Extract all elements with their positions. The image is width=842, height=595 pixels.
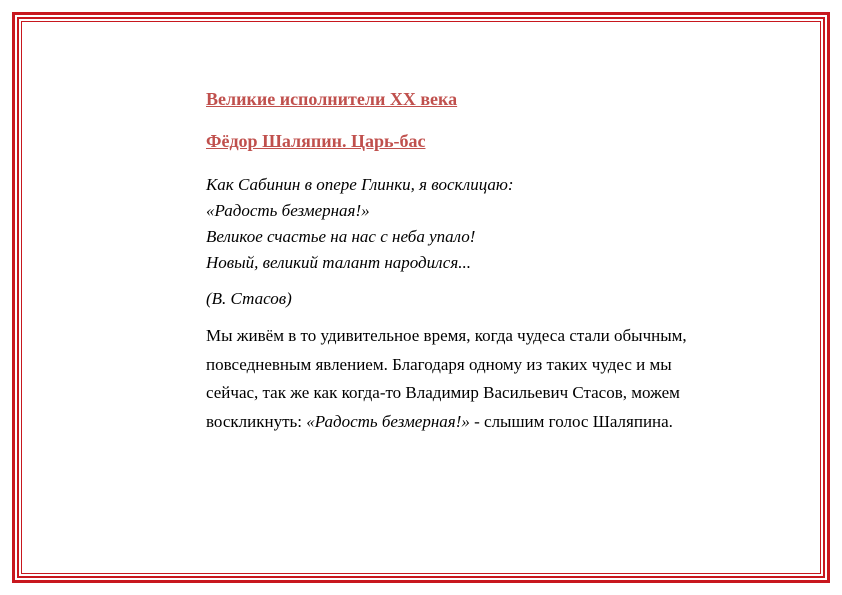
body-paragraph	[206, 322, 696, 436]
epigraph-author: (В. Стасов)	[206, 289, 292, 308]
slide-content	[206, 86, 706, 436]
paragraph-text: Мы живём в то удивительное время, когда чудеса стали обычным, повседневным явлением. Благодаря одному из таких чудес и мы сейчас, так же как когда-то Владимир Васильевич Стасов, можем воскликнуть:	[206, 326, 687, 431]
heading-article-title[interactable]: Фёдор Шаляпин. Царь-бас	[206, 131, 426, 151]
epigraph-verse	[206, 172, 706, 276]
verse-line: Как Сабинин в опере Глинки, я восклицаю:	[206, 175, 514, 194]
paragraph-text-end: - слышим голос Шаляпина.	[469, 411, 673, 431]
verse-line: Великое счастье на нас с неба упало!	[206, 227, 476, 246]
verse-line: Новый, великий талант народился...	[206, 253, 471, 272]
heading-series-title[interactable]: Великие исполнители XX века	[206, 89, 458, 109]
paragraph-quote: «Радость безмерная!»	[306, 411, 470, 431]
verse-line: «Радость безмерная!»	[206, 201, 370, 220]
